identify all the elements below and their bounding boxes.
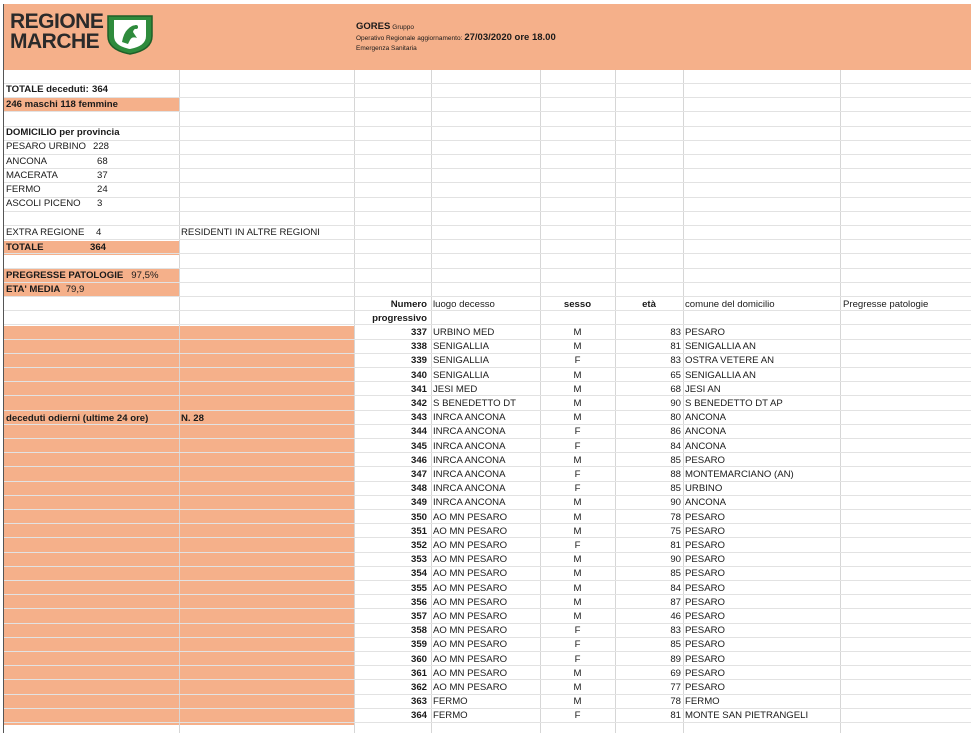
- row-numero: 343: [410, 412, 427, 423]
- row-luogo: FERMO: [433, 696, 468, 707]
- row-eta: 85: [670, 639, 681, 650]
- row-sesso: M: [573, 682, 582, 693]
- row-eta: 80: [670, 412, 681, 423]
- provincia-name: MACERATA: [6, 170, 58, 181]
- grid-hline: [4, 211, 971, 212]
- grid-hline: [4, 253, 971, 254]
- row-comune: MONTEMARCIANO (AN): [685, 469, 794, 480]
- row-numero: 349: [410, 497, 427, 508]
- row-sesso: M: [573, 526, 582, 537]
- grid-vline: [179, 70, 180, 733]
- grid-vline: [683, 70, 684, 733]
- row-numero: 348: [410, 483, 427, 494]
- row-luogo: INRCA ANCONA: [433, 483, 506, 494]
- row-comune: PESARO: [685, 611, 725, 622]
- header-comune: comune del domicilio: [685, 299, 775, 310]
- row-numero: 347: [410, 469, 427, 480]
- row-sesso: F: [574, 710, 581, 721]
- regione-marche-logo: [10, 12, 150, 60]
- row-eta: 84: [670, 441, 681, 452]
- row-numero: 363: [410, 696, 427, 707]
- row-comune: PESARO: [685, 327, 725, 338]
- row-numero: 339: [410, 355, 427, 366]
- row-sesso: M: [573, 668, 582, 679]
- header-patologie: Pregresse patologie: [843, 299, 929, 310]
- row-eta: 89: [670, 654, 681, 665]
- row-sesso: M: [573, 583, 582, 594]
- row-eta: 81: [670, 540, 681, 551]
- row-sesso: M: [573, 412, 582, 423]
- row-numero: 354: [410, 568, 427, 579]
- row-sesso: M: [573, 398, 582, 409]
- row-numero: 344: [410, 426, 427, 437]
- row-luogo: AO MN PESARO: [433, 526, 508, 537]
- row-sesso: M: [573, 497, 582, 508]
- grid-hline: [4, 239, 971, 240]
- grid-hline: [4, 126, 971, 127]
- header-band: [4, 4, 971, 70]
- row-sesso: F: [574, 654, 581, 665]
- row-luogo: SENIGALLIA: [433, 355, 489, 366]
- row-sesso: M: [573, 455, 582, 466]
- row-eta: 90: [670, 497, 681, 508]
- sesso-line: 246 maschi 118 femmine: [6, 99, 118, 110]
- row-comune: OSTRA VETERE AN: [685, 355, 775, 366]
- row-comune: PESARO: [685, 583, 725, 594]
- totale-value: 364: [90, 242, 107, 253]
- row-sesso: M: [573, 384, 582, 395]
- eta-media-label: ETA' MEDIA: [6, 284, 61, 295]
- row-sesso: M: [573, 696, 582, 707]
- totale-label: TOTALE: [6, 242, 44, 253]
- row-comune: PESARO: [685, 639, 725, 650]
- row-eta: 84: [670, 583, 681, 594]
- row-numero: 352: [410, 540, 427, 551]
- row-comune: MONTE SAN PIETRANGELI: [685, 710, 809, 721]
- row-eta: 78: [670, 512, 681, 523]
- operativo-regionale: Operativo Regionale: [356, 35, 416, 42]
- totale-deceduti-label: TOTALE deceduti:: [6, 84, 89, 95]
- row-luogo: AO MN PESARO: [433, 597, 508, 608]
- grid-hline: [4, 708, 971, 709]
- row-comune: ANCONA: [685, 412, 727, 423]
- row-luogo: AO MN PESARO: [433, 682, 508, 693]
- row-numero: 345: [410, 441, 427, 452]
- row-eta: 90: [670, 554, 681, 565]
- row-eta: 86: [670, 426, 681, 437]
- row-luogo: INRCA ANCONA: [433, 426, 506, 437]
- provincia-value: 24: [97, 184, 108, 195]
- row-luogo: AO MN PESARO: [433, 639, 508, 650]
- row-eta: 85: [670, 455, 681, 466]
- provincia-name: PESARO URBINO: [6, 141, 86, 152]
- row-comune: PESARO: [685, 568, 725, 579]
- row-luogo: AO MN PESARO: [433, 554, 508, 565]
- row-luogo: AO MN PESARO: [433, 668, 508, 679]
- row-comune: S BENEDETTO DT AP: [685, 398, 783, 409]
- provincia-name: ANCONA: [6, 156, 48, 167]
- row-eta: 78: [670, 696, 681, 707]
- row-numero: 340: [410, 370, 427, 381]
- grid-hline: [4, 722, 971, 723]
- row-luogo: INRCA ANCONA: [433, 455, 506, 466]
- grid-hline: [4, 182, 971, 183]
- logo-line2: MARCHE: [10, 30, 100, 53]
- row-comune: PESARO: [685, 455, 725, 466]
- totale-deceduti-value: 364: [92, 84, 109, 95]
- row-comune: FERMO: [685, 696, 720, 707]
- row-numero: 338: [410, 341, 427, 352]
- row-eta: 88: [670, 469, 681, 480]
- row-comune: PESARO: [685, 597, 725, 608]
- row-sesso: F: [574, 441, 581, 452]
- odierni-value: N. 28: [181, 413, 204, 424]
- header-progressivo: progressivo: [372, 313, 427, 324]
- provincia-name: ASCOLI PICENO: [6, 198, 81, 209]
- extra-regione-note: RESIDENTI IN ALTRE REGIONI: [181, 227, 320, 238]
- row-sesso: F: [574, 355, 581, 366]
- row-sesso: M: [573, 597, 582, 608]
- row-luogo: INRCA ANCONA: [433, 497, 506, 508]
- row-sesso: F: [574, 483, 581, 494]
- row-sesso: F: [574, 639, 581, 650]
- row-luogo: AO MN PESARO: [433, 611, 508, 622]
- emergenza-sanitaria: Emergenza Sanitaria: [356, 45, 417, 52]
- row-luogo: INRCA ANCONA: [433, 469, 506, 480]
- row-numero: 353: [410, 554, 427, 565]
- provincia-value: 37: [97, 170, 108, 181]
- row-sesso: F: [574, 469, 581, 480]
- row-sesso: M: [573, 512, 582, 523]
- aggiornamento-value: 27/03/2020 ore 18.00: [464, 32, 556, 43]
- grid-hline: [4, 154, 971, 155]
- grid-hline: [4, 395, 971, 396]
- row-eta: 46: [670, 611, 681, 622]
- row-numero: 364: [410, 710, 427, 721]
- provincia-value: 3: [97, 198, 103, 209]
- row-eta: 81: [670, 710, 681, 721]
- row-numero: 337: [410, 327, 427, 338]
- extra-regione-label: EXTRA REGIONE: [6, 227, 85, 238]
- row-numero: 342: [410, 398, 427, 409]
- row-luogo: AO MN PESARO: [433, 512, 508, 523]
- header-luogo: luogo decesso: [433, 299, 495, 310]
- header-sesso: sesso: [563, 299, 592, 310]
- grid-hline: [4, 83, 971, 84]
- gores-title: GORES: [356, 21, 391, 32]
- grid-hline: [4, 296, 971, 297]
- row-comune: PESARO: [685, 668, 725, 679]
- row-luogo: URBINO MED: [433, 327, 495, 338]
- row-sesso: M: [573, 554, 582, 565]
- row-luogo: SENIGALLIA: [433, 370, 489, 381]
- row-luogo: AO MN PESARO: [433, 568, 508, 579]
- aggiornamento-label: aggiornamento:: [417, 35, 463, 42]
- row-comune: PESARO: [685, 526, 725, 537]
- row-sesso: M: [573, 341, 582, 352]
- row-eta: 83: [670, 327, 681, 338]
- row-comune: PESARO: [685, 512, 725, 523]
- row-eta: 85: [670, 568, 681, 579]
- row-comune: SENIGALLIA AN: [685, 370, 756, 381]
- row-comune: ANCONA: [685, 497, 727, 508]
- grid-hline: [4, 140, 971, 141]
- row-comune: ANCONA: [685, 426, 727, 437]
- provincia-value: 68: [97, 156, 108, 167]
- row-numero: 357: [410, 611, 427, 622]
- odierni-label: deceduti odierni (ultime 24 ore): [6, 413, 149, 424]
- row-numero: 355: [410, 583, 427, 594]
- row-numero: 359: [410, 639, 427, 650]
- row-numero: 362: [410, 682, 427, 693]
- row-eta: 85: [670, 483, 681, 494]
- row-comune: PESARO: [685, 625, 725, 636]
- extra-regione-value: 4: [96, 227, 102, 238]
- row-luogo: FERMO: [433, 710, 468, 721]
- patologie-label: PREGRESSE PATOLOGIE: [6, 270, 124, 281]
- row-sesso: M: [573, 327, 582, 338]
- row-comune: PESARO: [685, 682, 725, 693]
- grid-hline: [4, 168, 971, 169]
- row-luogo: JESI MED: [433, 384, 478, 395]
- row-numero: 356: [410, 597, 427, 608]
- gores-gruppo: Gruppo: [392, 24, 414, 31]
- provincia-name: FERMO: [6, 184, 41, 195]
- row-numero: 361: [410, 668, 427, 679]
- header-numero: Numero: [390, 299, 427, 310]
- row-luogo: SENIGALLIA: [433, 341, 489, 352]
- row-eta: 81: [670, 341, 681, 352]
- row-luogo: AO MN PESARO: [433, 583, 508, 594]
- patologie-value: 97,5%: [131, 270, 159, 281]
- row-comune: PESARO: [685, 540, 725, 551]
- row-eta: 75: [670, 526, 681, 537]
- row-sesso: F: [574, 426, 581, 437]
- row-eta: 83: [670, 625, 681, 636]
- row-numero: 350: [410, 512, 427, 523]
- grid-hline: [4, 97, 971, 98]
- row-eta: 83: [670, 355, 681, 366]
- provincia-value: 228: [93, 141, 110, 152]
- row-sesso: M: [573, 370, 582, 381]
- domicilio-title: DOMICILIO per provincia: [6, 127, 120, 138]
- row-eta: 77: [670, 682, 681, 693]
- row-luogo: AO MN PESARO: [433, 540, 508, 551]
- row-numero: 358: [410, 625, 427, 636]
- header-info: [356, 22, 556, 54]
- row-luogo: INRCA ANCONA: [433, 412, 506, 423]
- row-luogo: AO MN PESARO: [433, 654, 508, 665]
- logo-line1: REGIONE: [10, 10, 104, 33]
- row-luogo: AO MN PESARO: [433, 625, 508, 636]
- row-comune: PESARO: [685, 554, 725, 565]
- row-numero: 351: [410, 526, 427, 537]
- row-sesso: F: [574, 625, 581, 636]
- row-eta: 65: [670, 370, 681, 381]
- row-eta: 87: [670, 597, 681, 608]
- grid-hline: [4, 197, 971, 198]
- grid-hline: [4, 111, 971, 112]
- row-comune: SENIGALLIA AN: [685, 341, 756, 352]
- row-numero: 346: [410, 455, 427, 466]
- row-comune: URBINO: [685, 483, 723, 494]
- grid-vline: [840, 70, 841, 733]
- row-comune: JESI AN: [685, 384, 721, 395]
- grid-hline: [4, 324, 971, 325]
- row-numero: 341: [410, 384, 427, 395]
- row-comune: PESARO: [685, 654, 725, 665]
- row-luogo: S BENEDETTO DT: [433, 398, 516, 409]
- shield-icon: [106, 14, 154, 56]
- row-sesso: F: [574, 540, 581, 551]
- grid-vline: [431, 70, 432, 733]
- row-luogo: INRCA ANCONA: [433, 441, 506, 452]
- row-eta: 68: [670, 384, 681, 395]
- header-eta: età: [642, 299, 656, 310]
- row-numero: 360: [410, 654, 427, 665]
- row-sesso: M: [573, 568, 582, 579]
- row-eta: 69: [670, 668, 681, 679]
- row-sesso: M: [573, 611, 582, 622]
- row-eta: 90: [670, 398, 681, 409]
- grid-hline: [4, 225, 971, 226]
- eta-media-value: 79,9: [65, 284, 85, 295]
- row-comune: ANCONA: [685, 441, 727, 452]
